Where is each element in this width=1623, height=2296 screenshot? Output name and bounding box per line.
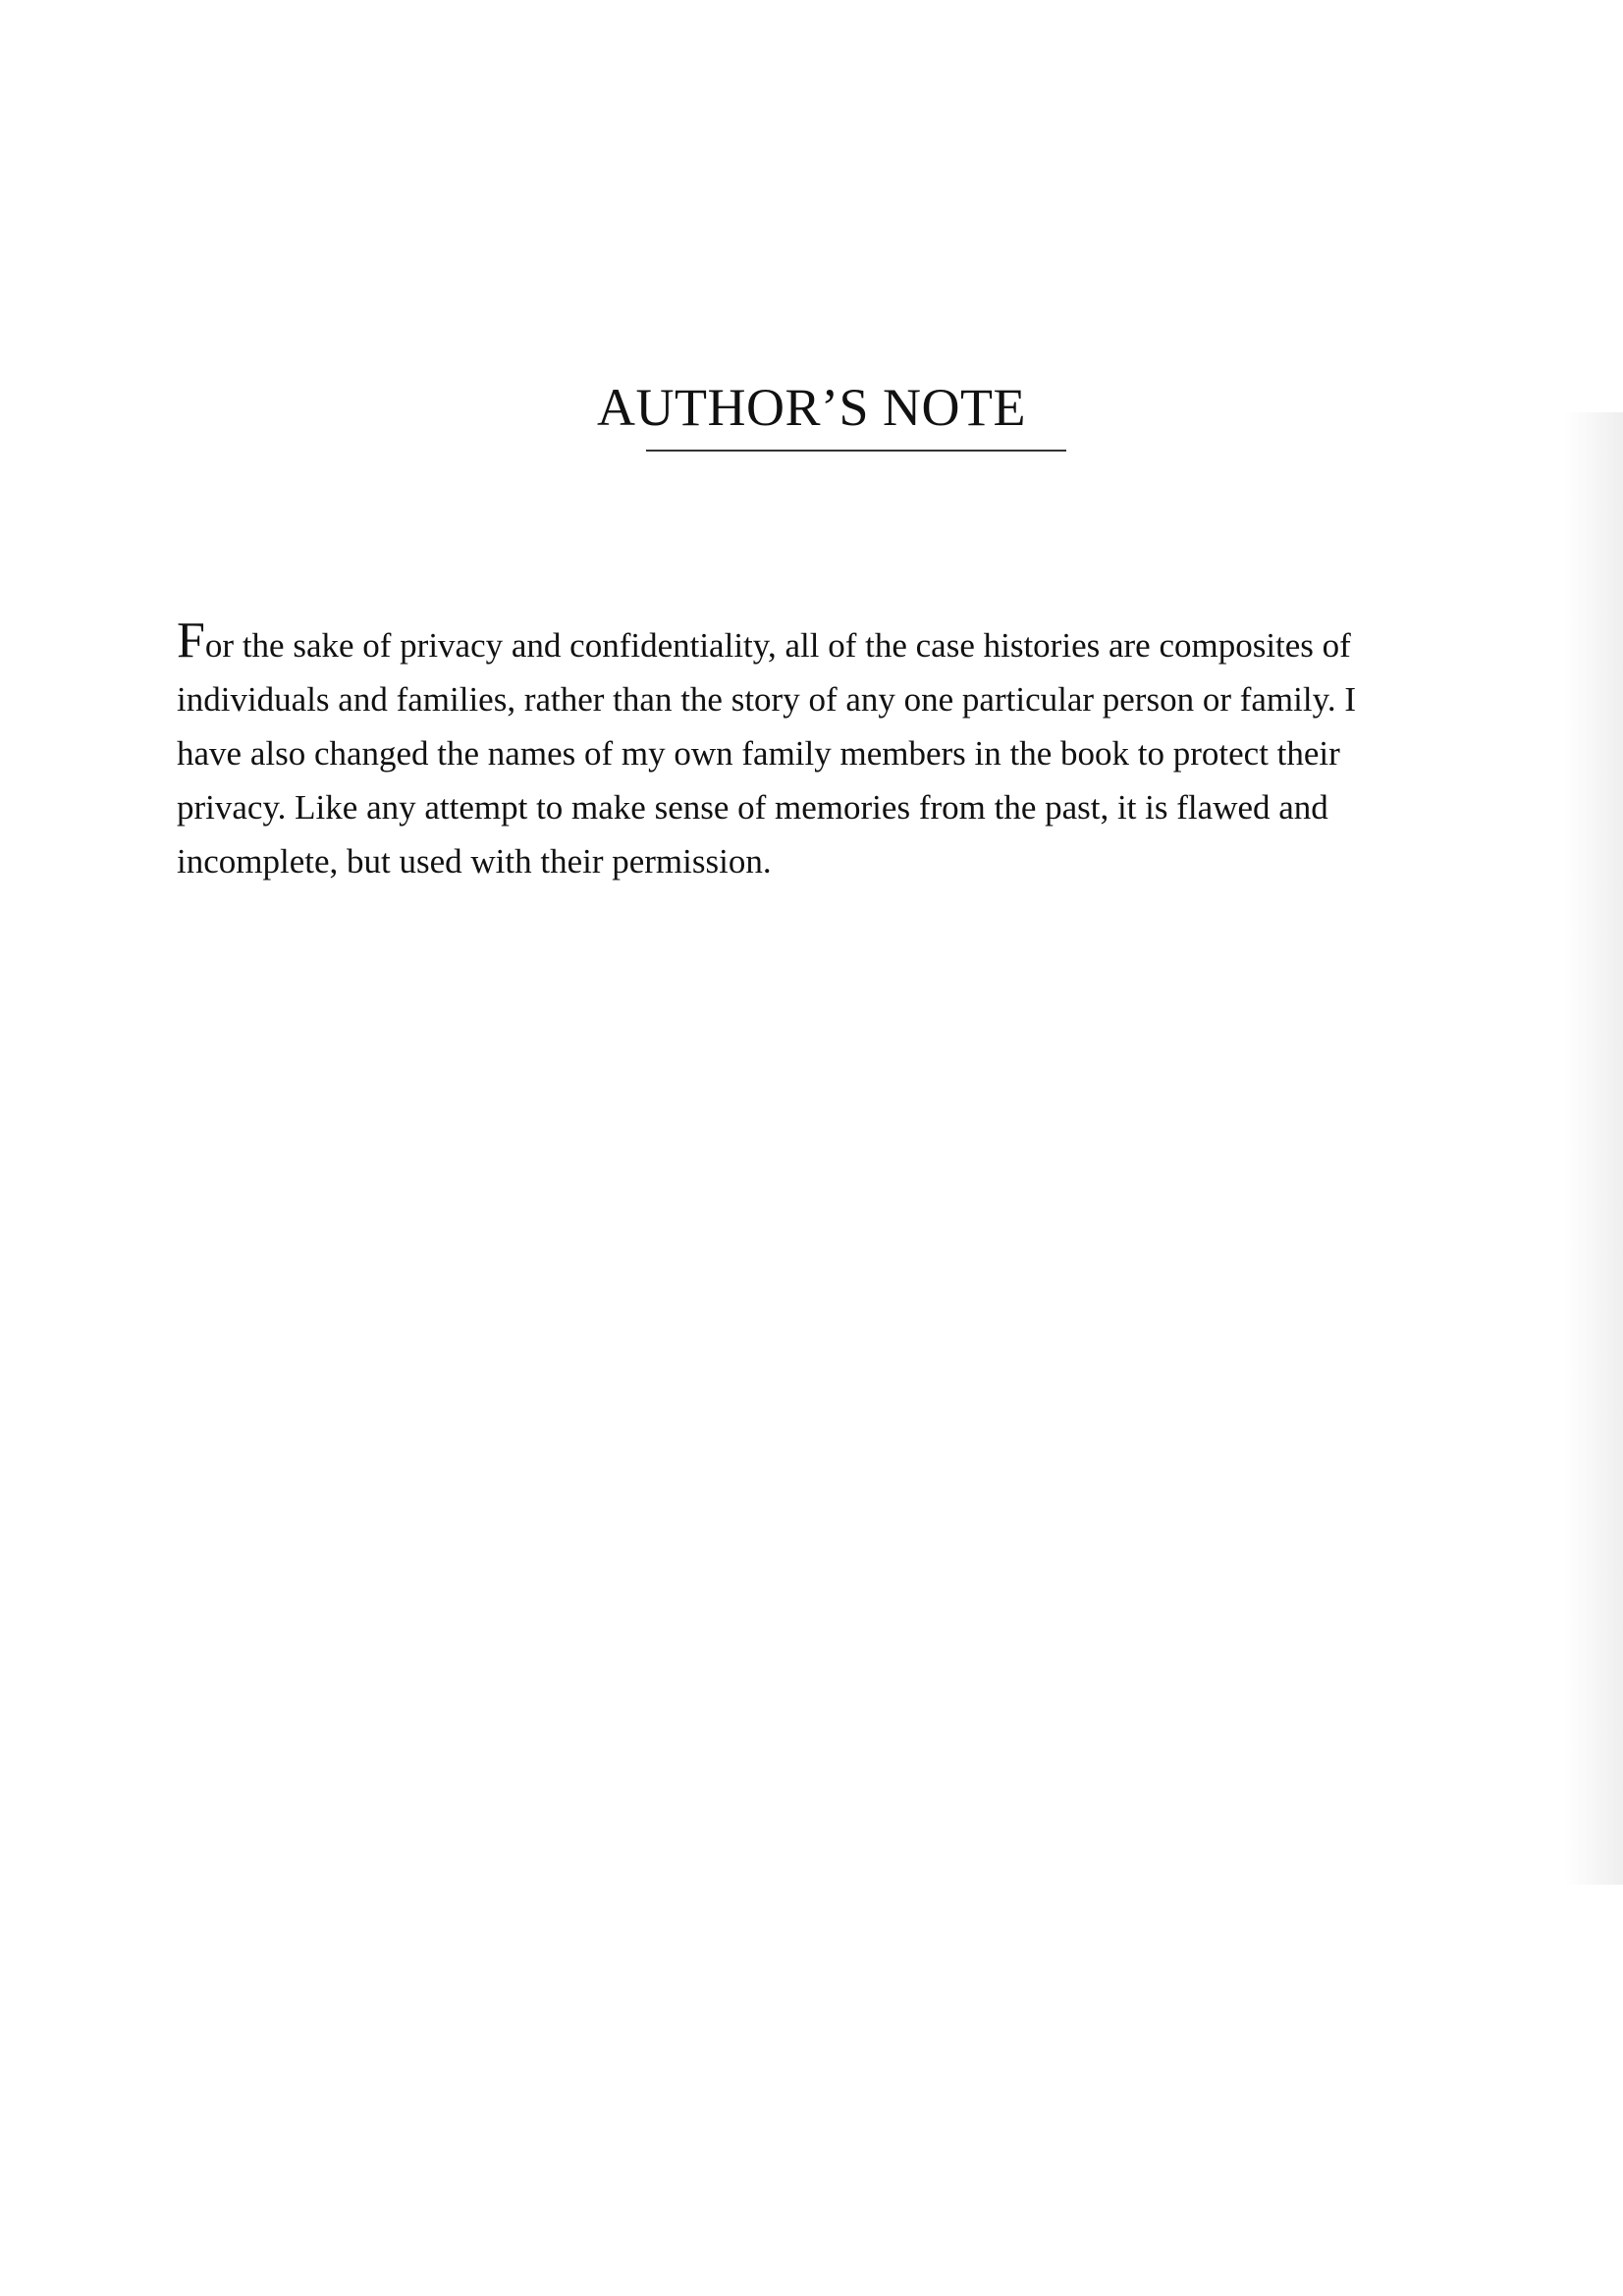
- scan-edge-shadow: [1564, 412, 1623, 1885]
- author-note-paragraph: [177, 613, 1542, 888]
- title-divider: [646, 450, 1066, 452]
- paragraph-line: individuals and families, rather than the story of any one particular person or family. I: [177, 680, 1356, 719]
- paragraph-line: [177, 613, 1542, 672]
- paragraph-line: incomplete, but used with their permission.: [177, 842, 772, 881]
- paragraph-line: privacy. Like any attempt to make sense of memories from the past, it is flawed and: [177, 788, 1328, 827]
- drop-initial: F: [177, 613, 205, 668]
- page-title: AUTHOR’S NOTE: [597, 378, 1026, 438]
- paragraph-line-text: or the sake of privacy and confidentiality, all of the case histories are composites of: [204, 626, 1351, 665]
- paragraph-line: have also changed the names of my own family members in the book to protect their: [177, 734, 1340, 773]
